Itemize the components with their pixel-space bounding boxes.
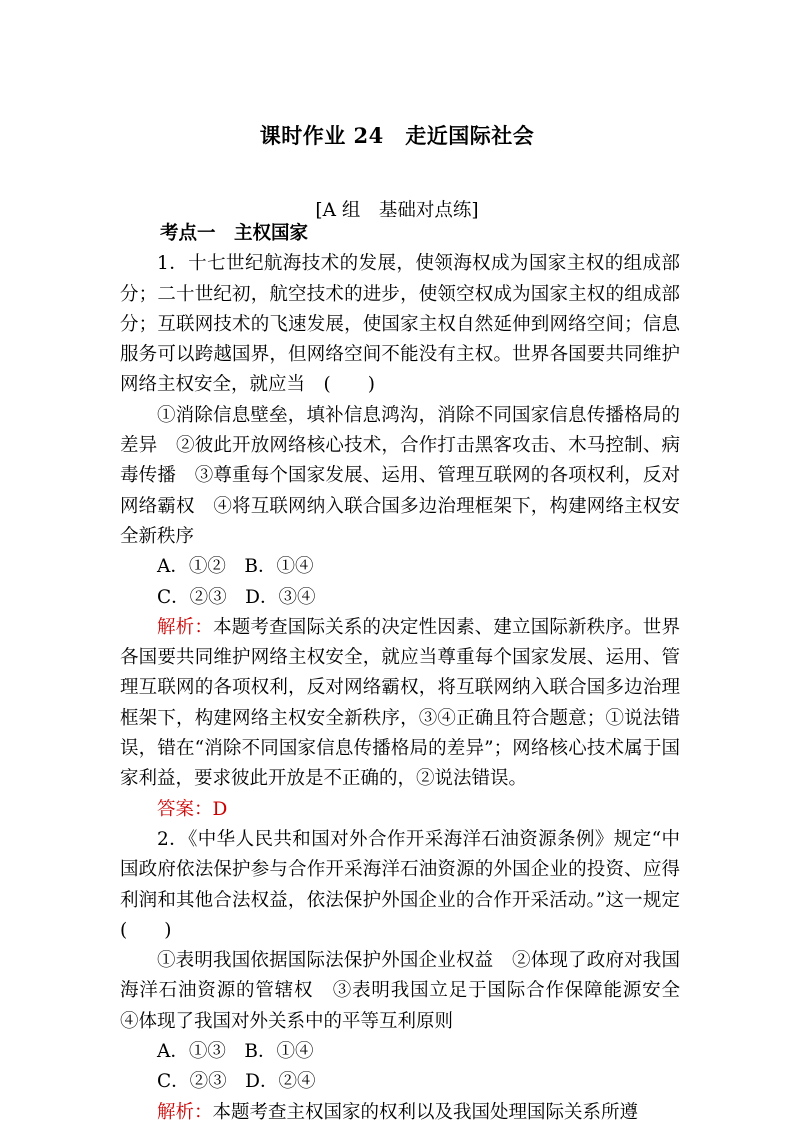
question-2-options-c-d: C．②③ D．②④ [157, 1071, 316, 1093]
analysis-label: 解析： [157, 616, 214, 638]
question-1-analysis [120, 613, 680, 795]
analysis-label: 解析： [157, 1101, 213, 1123]
answer-value: D [212, 798, 228, 820]
question-2-items: ①表明我国依据国际法保护外国企业权益 ②体现了政府对我国海洋石油资源的管辖权 ③表明我国立足于国际合作保障能源安全 ④体现了我国对外关系中的平等互利原则 [120, 950, 699, 1032]
question-1-options-a-b: A．①② B．①④ [157, 556, 314, 578]
question-1-answer [120, 795, 680, 825]
question-2-options-a-b: A．①③ B．①④ [157, 1041, 314, 1063]
question-1-options-c-d: C．②③ D．③④ [157, 586, 316, 608]
question-2-analysis [120, 1098, 680, 1128]
section-heading: 考点一 主权国家 [160, 223, 309, 244]
analysis-text: 本题考查国际关系的决定性因素、建立国际新秩序。世界各国要共同维护网络主权安全，就应当尊重每个国家发展、运用、管理互联网的各项权利，反对网络霸权，将互联网纳入联合国多边治理框架下，构建网络主权安全新秩序，③④正确且符合题意；①说法错误，错在“消除不同国家信息传播格局的差异”；网络核心技术属于国家利益，要求彼此开放是不正确的，②说法错误。 [120, 616, 680, 790]
group-heading: [A 组 基础对点练] [315, 200, 479, 221]
analysis-text: 本题考查主权国家的权利以及我国处理国际关系所遵 [212, 1101, 639, 1123]
question-1-items: ①消除信息壁垒，填补信息鸿沟，消除不同国家信息传播格局的差异 ②彼此开放网络核心技术，合作打击黑客攻击、木马控制、病毒传播 ③尊重每个国家发展、运用、管理互联网的各项权利，反对网络霸权 ④将互联网纳入联合国多边治理框架下，构建网络主权安全新秩序 [120, 404, 680, 547]
content-body [120, 219, 699, 1128]
question-2-stem: 2．《中华人民共和国对外合作开采海洋石油资源条例》规定“中国政府依法保护参与合作开采海洋石油资源的外国企业的投资、应得利润和其他合法权益，依法保护外国企业的合作开采活动。”这一规定( ) [120, 828, 680, 941]
question-1-stem: 1．十七世纪航海技术的发展，使领海权成为国家主权的组成部分；二十世纪初，航空技术的进步，使领空权成为国家主权的组成部分；互联网技术的飞速发展，使国家主权自然延伸到网络空间；信息服务可以跨越国界，但网络空间不能没有主权。世界各国要共同维护网络主权安全，就应当 ( ) [120, 253, 680, 396]
page-title: 课时作业 24 走近国际社会 [259, 123, 535, 148]
answer-label: 答案： [157, 798, 213, 820]
